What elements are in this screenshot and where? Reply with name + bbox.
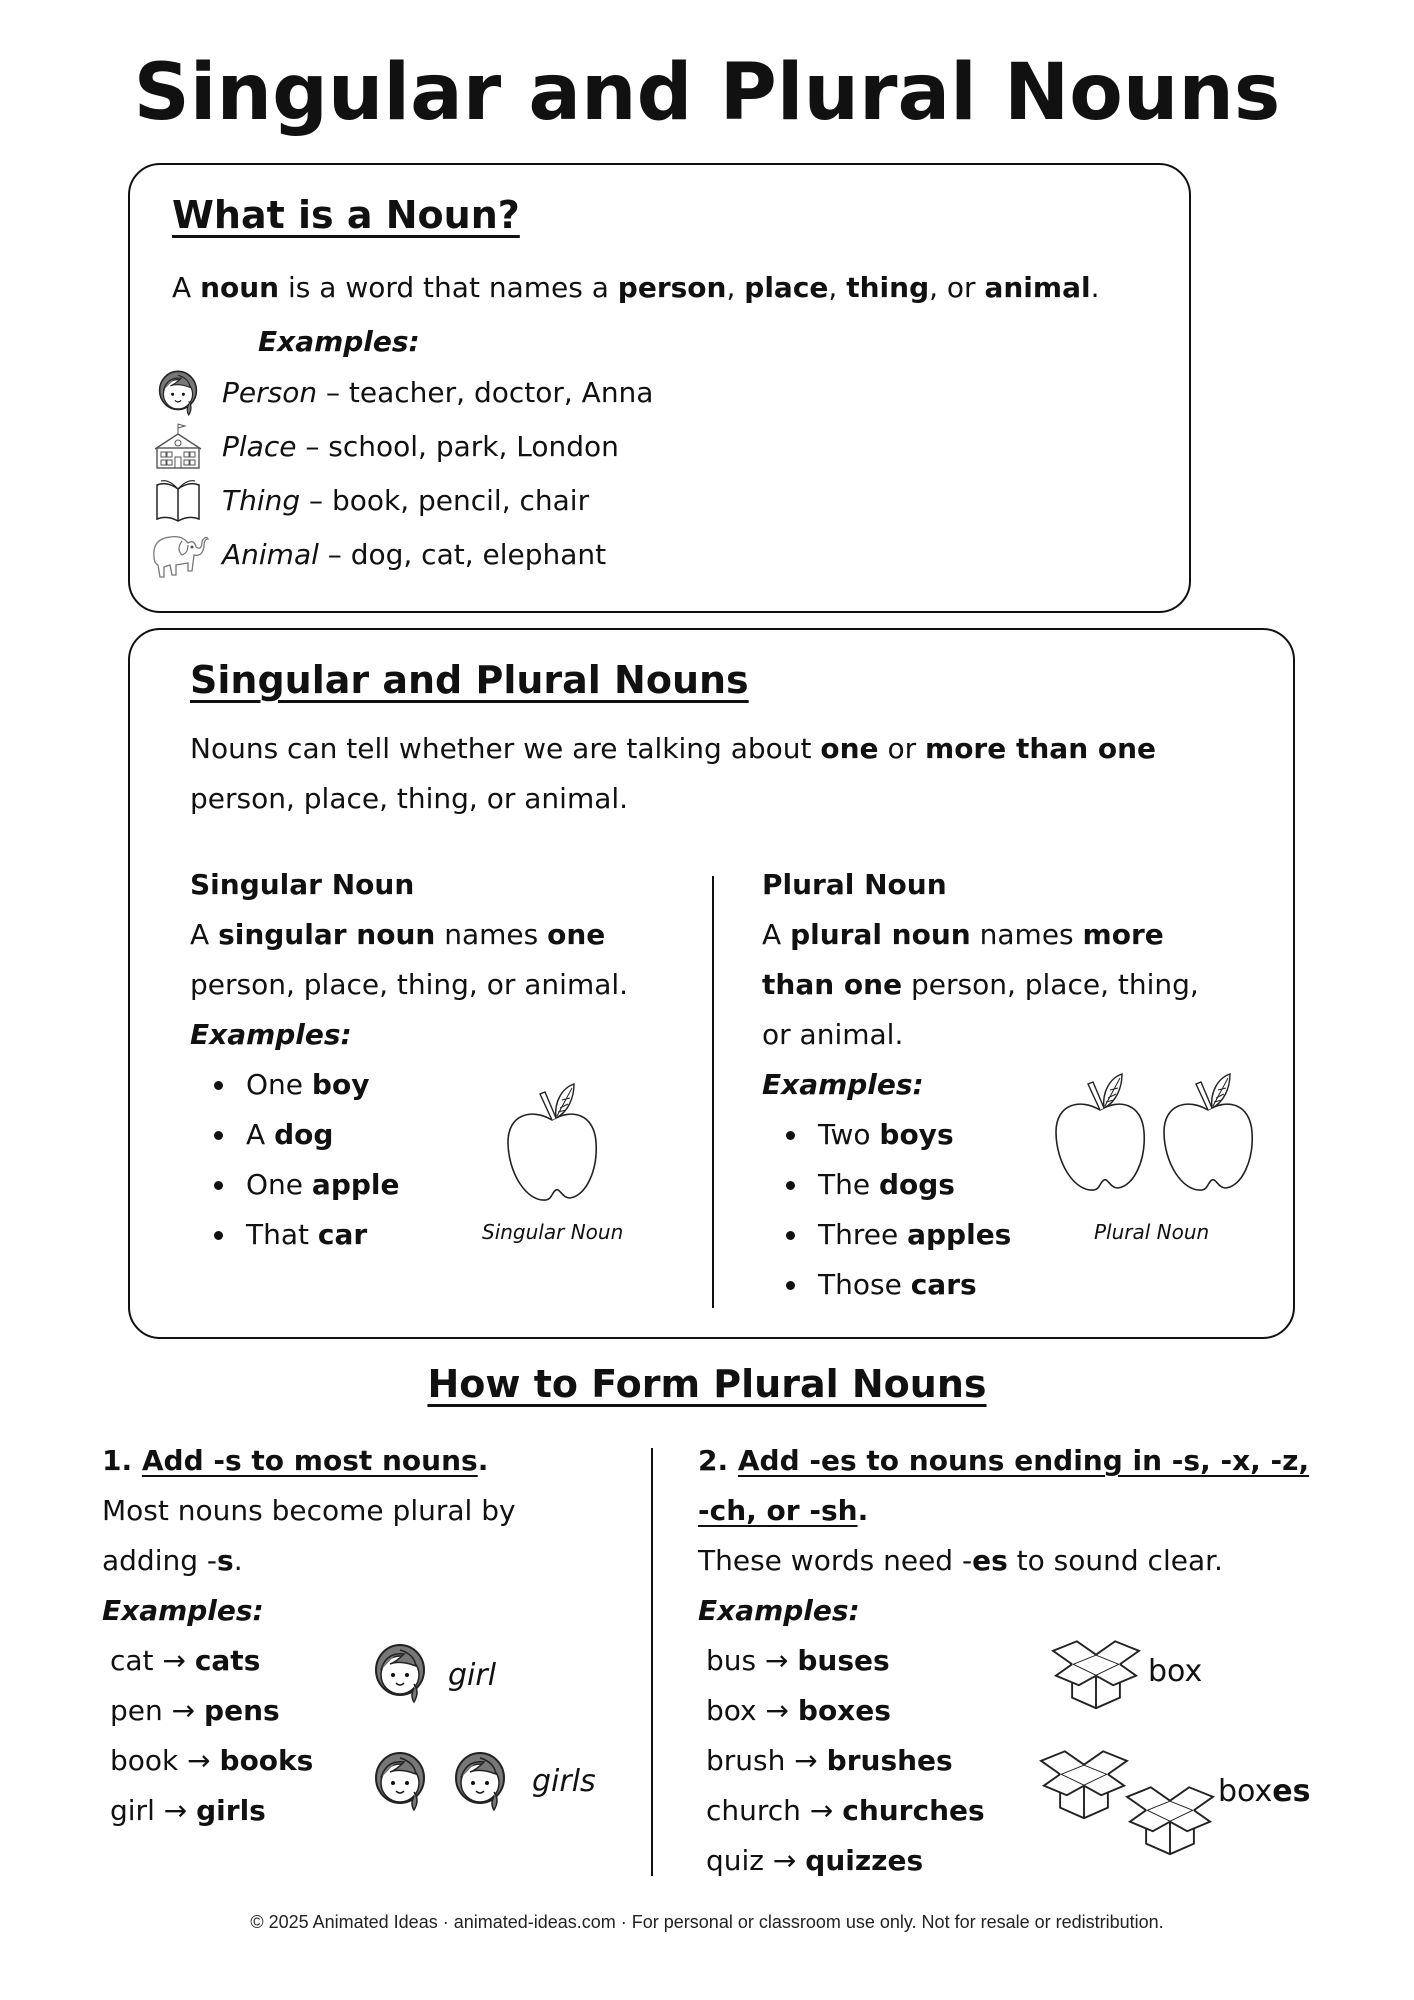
girl-face-icon	[370, 1640, 430, 1708]
bold-text: es	[972, 1544, 1008, 1577]
category: Thing	[222, 483, 301, 517]
arrow-icon: →	[809, 1794, 834, 1827]
category: Person	[222, 375, 318, 409]
bold-text: s	[217, 1544, 234, 1577]
category: Place	[222, 429, 297, 463]
examples-label: Examples:	[258, 325, 420, 358]
bold-suffix: es	[1272, 1774, 1311, 1809]
words: – teacher, doctor, Anna	[317, 375, 654, 409]
text: A	[762, 918, 791, 951]
box-icon	[1036, 1736, 1132, 1826]
bold-text: dog	[274, 1118, 334, 1151]
text: .	[477, 1444, 489, 1477]
rule-2-description	[698, 1536, 1338, 1586]
arrow-icon: →	[765, 1694, 789, 1727]
singular-word: cat	[110, 1644, 154, 1677]
text: A	[190, 918, 219, 951]
text: to sound clear.	[1007, 1544, 1223, 1577]
plural-definition	[762, 910, 1232, 1060]
singular-word: bus	[706, 1644, 757, 1677]
apple-icon	[1158, 1070, 1258, 1204]
column-divider	[712, 876, 714, 1308]
open-book-icon	[146, 473, 210, 527]
text: A	[172, 271, 201, 304]
plural-word: girls	[196, 1794, 266, 1827]
text: names	[970, 918, 1083, 951]
bold-text: noun	[200, 271, 280, 304]
singular-image-caption: Singular Noun	[482, 1220, 624, 1244]
bold-text: boys	[879, 1118, 954, 1151]
example-animal	[146, 527, 653, 581]
bold-text: thing	[846, 271, 930, 304]
plural-word: buses	[797, 1644, 890, 1677]
box-label: box	[1148, 1654, 1203, 1689]
rule-number: 2.	[698, 1444, 738, 1477]
person-face-icon	[146, 365, 210, 419]
text: Two	[818, 1118, 880, 1151]
text: .	[233, 1544, 243, 1577]
rule-number: 1.	[102, 1444, 142, 1477]
text: That	[246, 1218, 318, 1251]
arrow-icon: →	[187, 1744, 211, 1777]
singular-word: book	[110, 1744, 179, 1777]
girls-label: girls	[532, 1764, 596, 1799]
example-place	[146, 419, 653, 473]
what-is-noun-heading: What is a Noun?	[172, 193, 520, 237]
example-text	[222, 376, 653, 409]
singular-word: quiz	[706, 1844, 764, 1877]
how-to-form-heading: How to Form Plural Nouns	[427, 1362, 987, 1406]
what-is-noun-card	[128, 163, 1191, 613]
singular-definition	[190, 910, 640, 1010]
text: is a word that names a	[279, 271, 618, 304]
bold-text: more than one	[925, 732, 1157, 765]
rule-1-title	[102, 1436, 632, 1486]
words: – school, park, London	[296, 429, 619, 463]
text: , or	[929, 271, 985, 304]
how-to-form-heading-wrap	[0, 1362, 1414, 1406]
elephant-icon	[146, 527, 210, 581]
bold-text: one	[820, 732, 879, 765]
box-icon	[1122, 1772, 1218, 1862]
girl-label: girl	[448, 1658, 497, 1693]
bold-text: cars	[910, 1268, 977, 1301]
rule-title-text: Add -s to most nouns	[141, 1444, 478, 1477]
list-item	[706, 1636, 1338, 1686]
text: One	[246, 1068, 312, 1101]
list-item	[706, 1836, 1338, 1886]
bold-text: plural noun	[790, 918, 971, 951]
singular-plural-intro	[190, 724, 1250, 824]
apple-icon	[502, 1080, 602, 1214]
bold-text: boy	[311, 1068, 370, 1101]
plural-word: quizzes	[805, 1844, 924, 1877]
rule-1-description	[102, 1486, 572, 1586]
arrow-icon: →	[772, 1844, 797, 1877]
text: Most nouns become plural by adding -	[102, 1494, 516, 1577]
plural-word: pens	[204, 1694, 280, 1727]
example-text	[222, 430, 619, 463]
footer-copyright: © 2025 Animated Ideas · animated-ideas.com · For personal or classroom use only. Not for resale or redistribution.	[250, 1912, 1164, 1932]
text: Three	[818, 1218, 908, 1251]
rule-2-examples-label: Examples:	[698, 1594, 860, 1627]
arrow-icon: →	[765, 1644, 789, 1677]
text: person, place, thing, or animal.	[190, 968, 629, 1001]
bold-text: person	[617, 271, 727, 304]
rule-2-examples-list	[698, 1636, 1338, 1886]
rule-1-examples-label: Examples:	[102, 1594, 264, 1627]
example-person	[146, 365, 653, 419]
text: names	[435, 918, 548, 951]
bold-text: more than one	[762, 918, 1164, 1001]
singular-plural-heading: Singular and Plural Nouns	[190, 658, 749, 702]
text: person, place, thing, or animal.	[190, 782, 629, 815]
text: .	[1090, 271, 1100, 304]
plural-word: brushes	[826, 1744, 953, 1777]
text: ,	[828, 271, 847, 304]
noun-examples-list	[146, 365, 653, 581]
bold-text: one	[547, 918, 606, 951]
box-icon	[1048, 1626, 1144, 1716]
girl-face-icon	[450, 1748, 510, 1816]
page-title: Singular and Plural Nouns	[133, 48, 1281, 138]
text: A	[246, 1118, 275, 1151]
plural-word: books	[219, 1744, 314, 1777]
apple-icon	[1050, 1070, 1150, 1204]
plural-word: boxes	[797, 1694, 891, 1727]
bold-text: singular noun	[218, 918, 436, 951]
rule-1-examples-list	[102, 1636, 632, 1836]
bold-text: dogs	[878, 1168, 955, 1201]
singular-word: box	[706, 1694, 757, 1727]
plural-image-caption: Plural Noun	[1094, 1220, 1210, 1244]
bold-text: apples	[907, 1218, 1012, 1251]
words: – book, pencil, chair	[300, 483, 590, 517]
text: ,	[726, 271, 745, 304]
bold-text: car	[317, 1218, 368, 1251]
text: person, place, thing, or animal.	[762, 968, 1199, 1051]
text: box	[1218, 1774, 1273, 1809]
text: Nouns can tell whether we are talking about	[190, 732, 821, 765]
text: These words need -	[698, 1544, 973, 1577]
singular-examples-label: Examples:	[190, 1018, 352, 1051]
rule-2	[698, 1436, 1338, 1886]
arrow-icon: →	[163, 1794, 188, 1827]
plural-title: Plural Noun	[762, 868, 947, 901]
example-text	[222, 538, 606, 571]
singular-word: church	[706, 1794, 801, 1827]
plural-examples-label: Examples:	[762, 1068, 924, 1101]
singular-word: pen	[110, 1694, 163, 1727]
column-divider	[651, 1448, 653, 1876]
singular-plural-card	[128, 628, 1295, 1339]
girl-face-icon	[370, 1748, 430, 1816]
example-text	[222, 484, 589, 517]
text: or	[878, 732, 926, 765]
bold-text: animal	[984, 271, 1091, 304]
category: Animal	[222, 537, 319, 571]
singular-word: girl	[110, 1794, 155, 1827]
words: – dog, cat, elephant	[318, 537, 607, 571]
list-item	[762, 1260, 1242, 1310]
rule-2-title	[698, 1436, 1328, 1536]
plural-word: cats	[194, 1644, 261, 1677]
list-item	[706, 1686, 1338, 1736]
arrow-icon: →	[171, 1694, 196, 1727]
boxes-label	[1218, 1774, 1310, 1809]
singular-word: brush	[706, 1744, 786, 1777]
noun-definition	[172, 263, 1099, 313]
arrow-icon: →	[162, 1644, 186, 1677]
text: .	[857, 1494, 869, 1527]
school-building-icon	[146, 419, 210, 473]
plural-word: churches	[842, 1794, 985, 1827]
bold-text: apple	[311, 1168, 400, 1201]
text: Those	[818, 1268, 911, 1301]
bold-text: place	[744, 271, 829, 304]
example-thing	[146, 473, 653, 527]
text: One	[246, 1168, 312, 1201]
arrow-icon: →	[794, 1744, 818, 1777]
text: The	[818, 1168, 879, 1201]
singular-title: Singular Noun	[190, 868, 415, 901]
rule-title-text: Add -es to nouns ending in -s, -x, -z, -ch, or -sh	[698, 1444, 1310, 1527]
